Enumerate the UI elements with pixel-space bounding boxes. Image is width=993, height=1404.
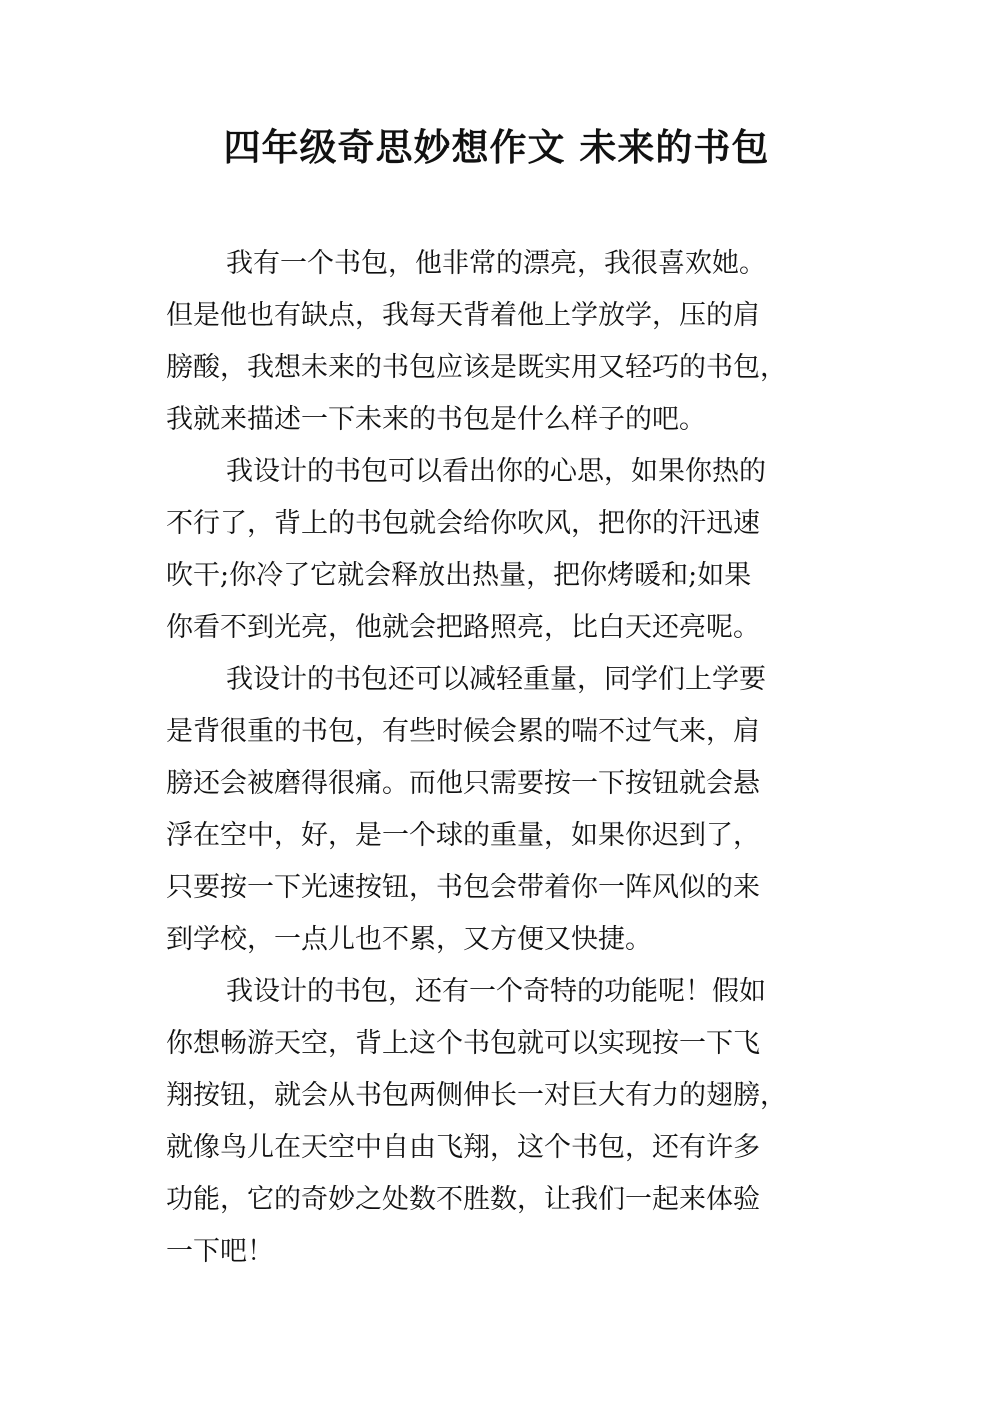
paragraph-4 [166,966,830,1278]
paragraph-line: 你想畅游天空，背上这个书包就可以实现按一下飞 [166,1028,760,1059]
paragraph-line: 我有一个书包，他非常的漂亮，我很喜欢她。 [226,248,766,279]
paragraph-line: 翔按钮，就会从书包两侧伸长一对巨大有力的翅膀， [166,1080,787,1111]
paragraph-line: 膀酸，我想未来的书包应该是既实用又轻巧的书包， [166,352,787,383]
paragraph-line: 我就来描述一下未来的书包是什么样子的吧。 [166,404,706,435]
paragraph-3 [166,654,830,966]
paragraph-line: 到学校，一点儿也不累，又方便又快捷。 [166,924,652,955]
document-title: 四年级奇思妙想作文 未来的书包 [223,126,770,169]
paragraph-line: 我设计的书包还可以减轻重量，同学们上学要 [226,664,766,695]
paragraph-line: 浮在空中，好，是一个球的重量，如果你迟到了， [166,820,760,851]
paragraph-line: 就像鸟儿在天空中自由飞翔，这个书包，还有许多 [166,1132,760,1163]
paragraph-line: 我设计的书包，还有一个奇特的功能呢！假如 [226,976,766,1007]
paragraph-line: 只要按一下光速按钮，书包会带着你一阵风似的来 [166,872,760,903]
paragraph-line: 吹干;你冷了它就会释放出热量，把你烤暖和;如果 [166,560,752,591]
paragraph-line: 但是他也有缺点，我每天背着他上学放学，压的肩 [166,300,760,331]
document-body [166,238,830,1278]
paragraph-line: 我设计的书包可以看出你的心思，如果你热的 [226,456,766,487]
paragraph-line: 是背很重的书包，有些时候会累的喘不过气来，肩 [166,716,760,747]
paragraph-line: 不行了，背上的书包就会给你吹风，把你的汗迅速 [166,508,760,539]
paragraph-line: 你看不到光亮，他就会把路照亮，比白天还亮呢。 [166,612,760,643]
paragraph-line: 膀还会被磨得很痛。而他只需要按一下按钮就会悬 [166,768,760,799]
paragraph-2 [166,446,830,654]
paragraph-line: 一下吧！ [166,1236,274,1267]
paragraph-1 [166,238,830,446]
paragraph-line: 功能，它的奇妙之处数不胜数，让我们一起来体验 [166,1184,760,1215]
